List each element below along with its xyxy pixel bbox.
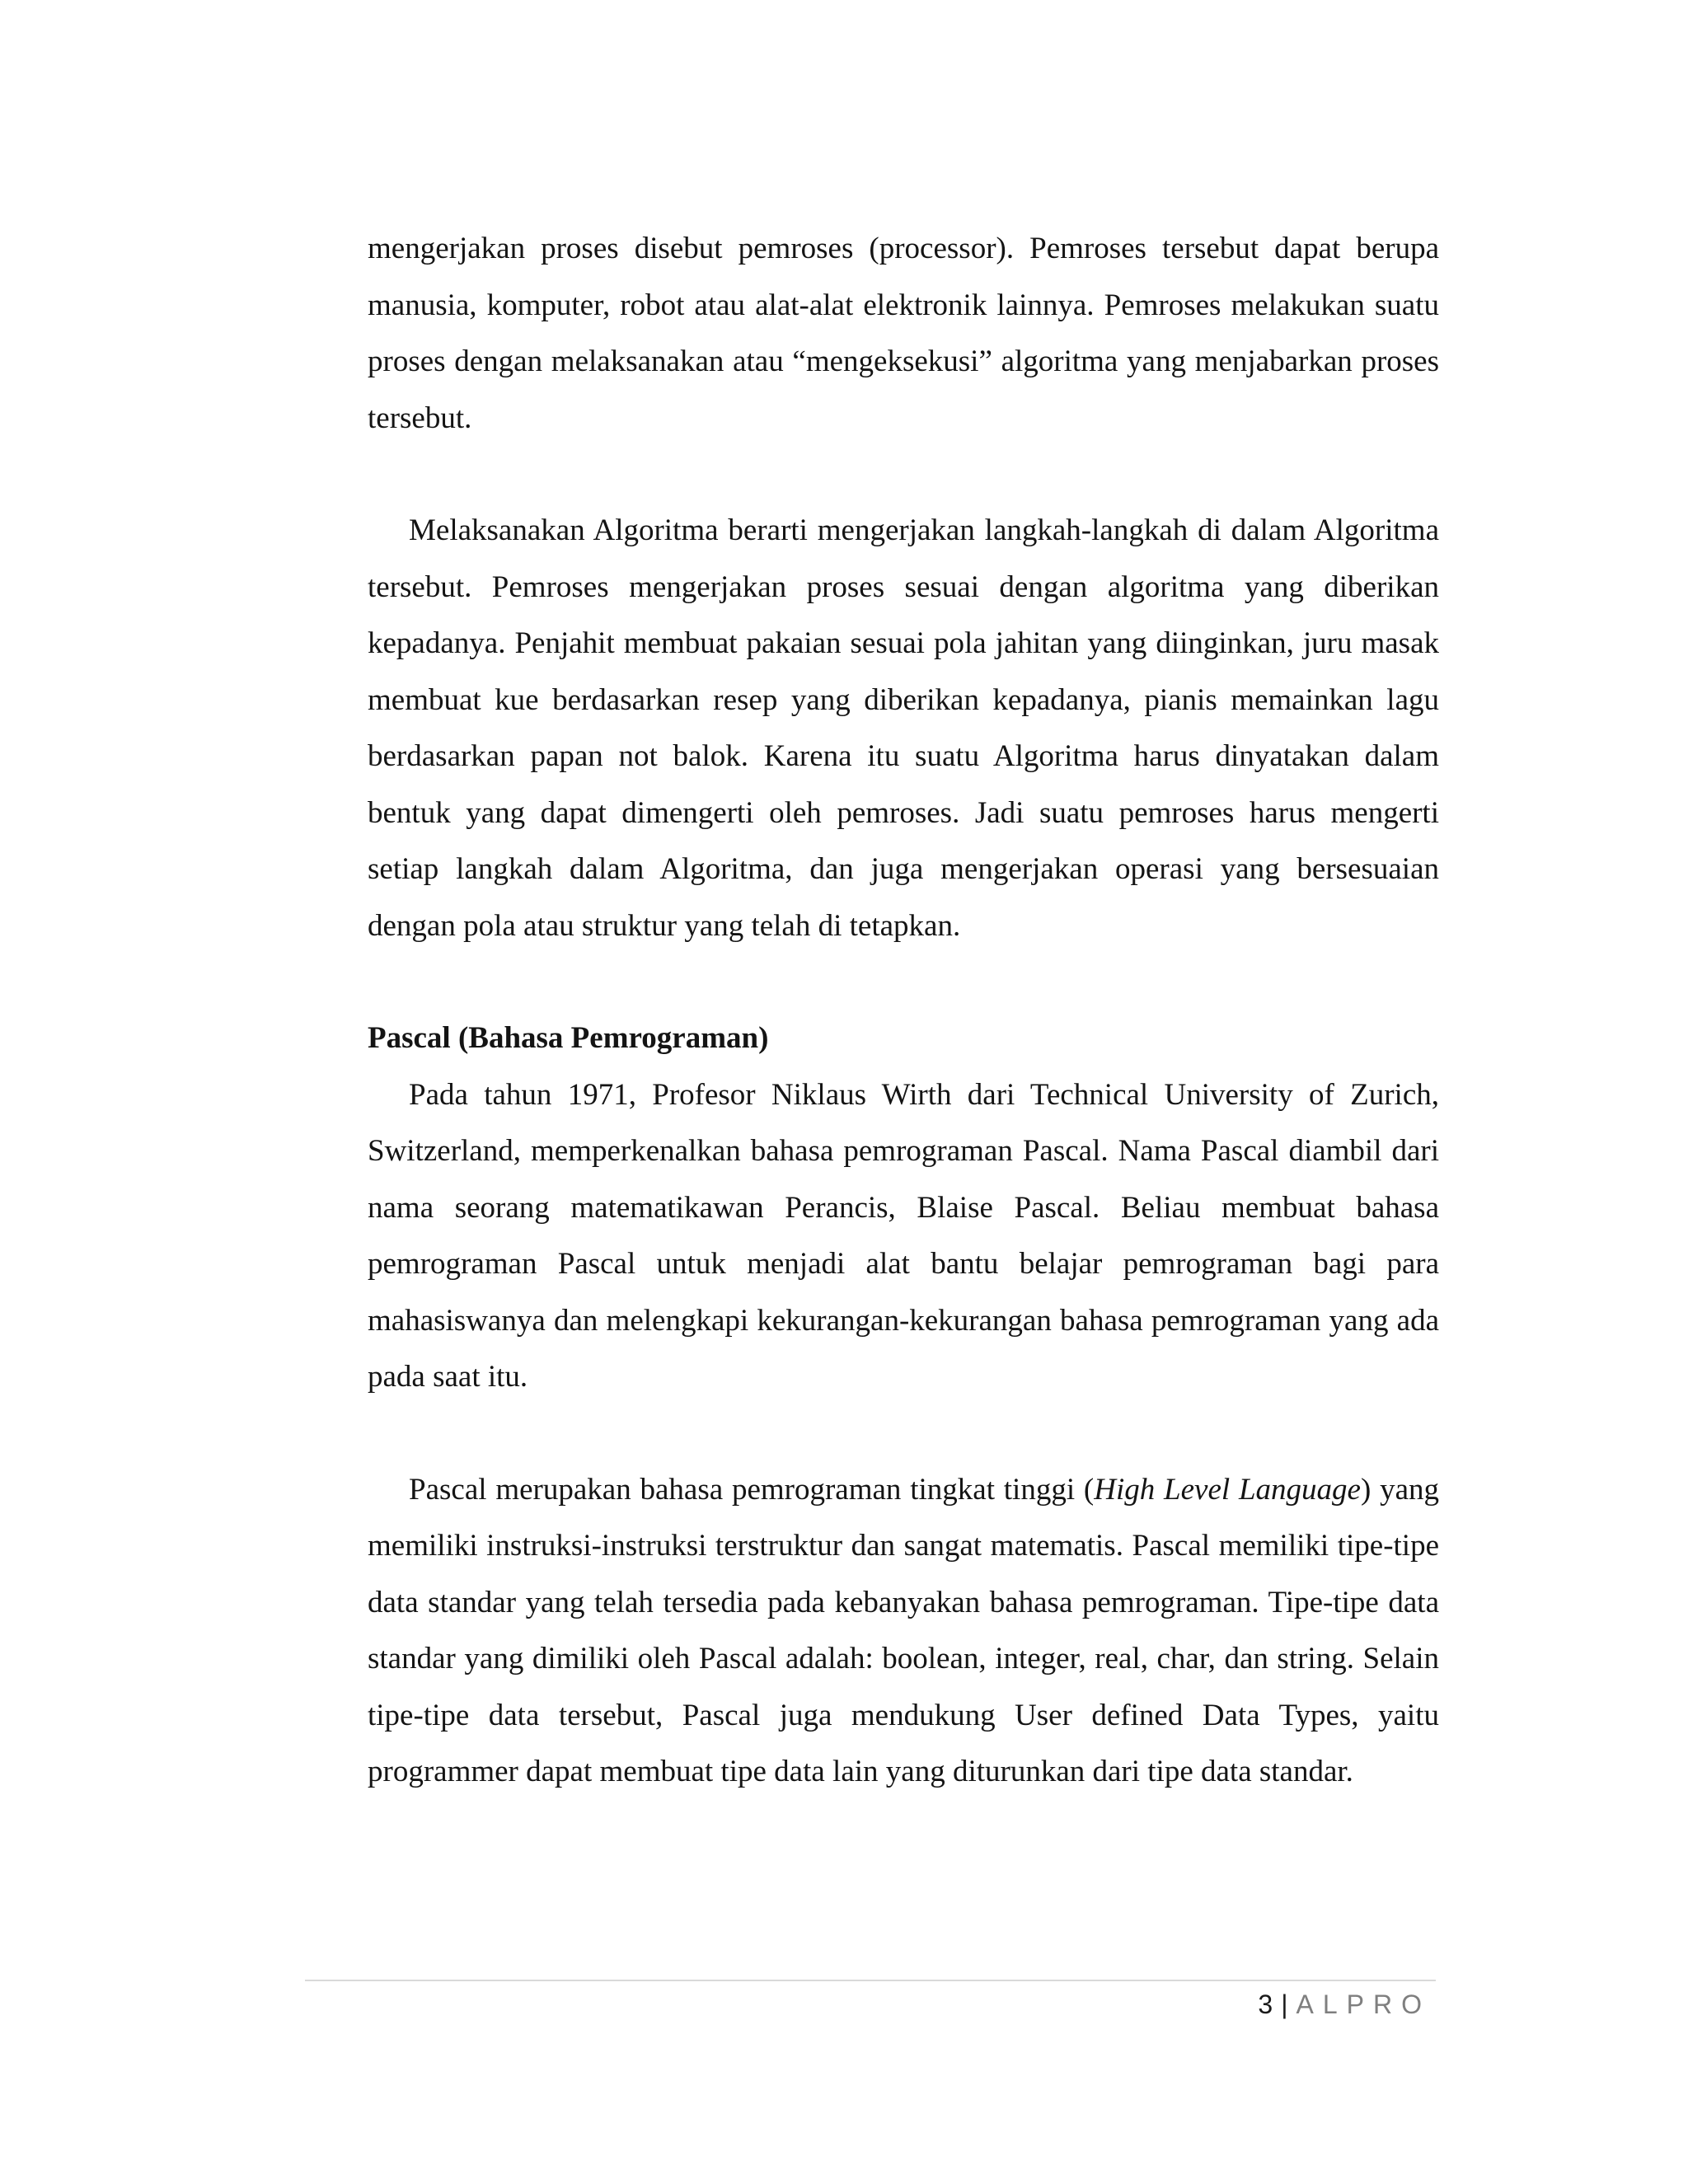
paragraph-gap [368, 447, 1439, 503]
paragraph-gap [368, 1406, 1439, 1462]
footer-separator: | [1281, 1990, 1288, 2019]
paragraph-pascal-history: Pada tahun 1971, Profesor Niklaus Wirth dari Technical University of Zurich, Switzerland, memperkenalkan bahasa pemrograman Pascal. Nama Pascal diambil dari nama seorang matematikawan Perancis, Blaise Pascal. Beliau membuat bahasa pemrograman Pascal untuk menjadi alat bantu belajar pemrograman bagi para mahasiswanya dan melengkapi kekurangan-kekurangan bahasa pemrograman yang ada pada saat itu. [368, 1077, 1439, 1394]
paragraph-text-start: Pascal merupakan bahasa pemrograman tingkat tinggi ( [409, 1472, 1095, 1507]
paragraph-pascal-features [368, 1462, 1439, 1801]
document-body [368, 221, 1439, 1801]
footer-label: ALPRO [1296, 1990, 1431, 2019]
section-heading: Pascal (Bahasa Pemrograman) [368, 1021, 769, 1055]
page-number: 3 [1258, 1990, 1273, 2019]
paragraph-gap [368, 954, 1439, 1010]
paragraph-processor: mengerjakan proses disebut pemroses (processor). Pemroses tersebut dapat berupa manusia, komputer, robot atau alat-alat elektronik lainnya. Pemroses melakukan suatu proses dengan melaksanakan atau “mengeksekusi” algoritma yang menjabarkan proses tersebut. [368, 232, 1439, 435]
page-footer [1258, 1988, 1431, 2021]
paragraph-text-end: ) yang memiliki instruksi-instruksi terstruktur dan sangat matematis. Pascal memiliki tipe-tipe data standar yang telah tersedia pada kebanyakan bahasa pemrograman. Tipe-tipe data standar yang dimiliki oleh Pascal adalah: boolean, integer, real, char, dan string. Selain tipe-tipe data tersebut, Pascal juga mendukung User defined Data Types, yaitu programmer dapat membuat tipe data lain yang diturunkan dari tipe data standar. [368, 1472, 1439, 1788]
italic-term: High Level Language [1094, 1472, 1361, 1507]
paragraph-executing-algorithm: Melaksanakan Algoritma berarti mengerjakan langkah-langkah di dalam Algoritma tersebut. Pemroses mengerjakan proses sesuai dengan algoritma yang diberikan kepadanya. Penjahit membuat pakaian sesuai pola jahitan yang diinginkan, juru masak membuat kue berdasarkan resep yang diberikan kepadanya, pianis memainkan lagu berdasarkan papan not balok. Karena itu suatu Algoritma harus dinyatakan dalam bentuk yang dapat dimengerti oleh pemroses. Jadi suatu pemroses harus mengerti setiap langkah dalam Algoritma, dan juga mengerjakan operasi yang bersesuaian dengan pola atau struktur yang telah di tetapkan. [368, 513, 1439, 943]
footer-divider [305, 1980, 1436, 1981]
